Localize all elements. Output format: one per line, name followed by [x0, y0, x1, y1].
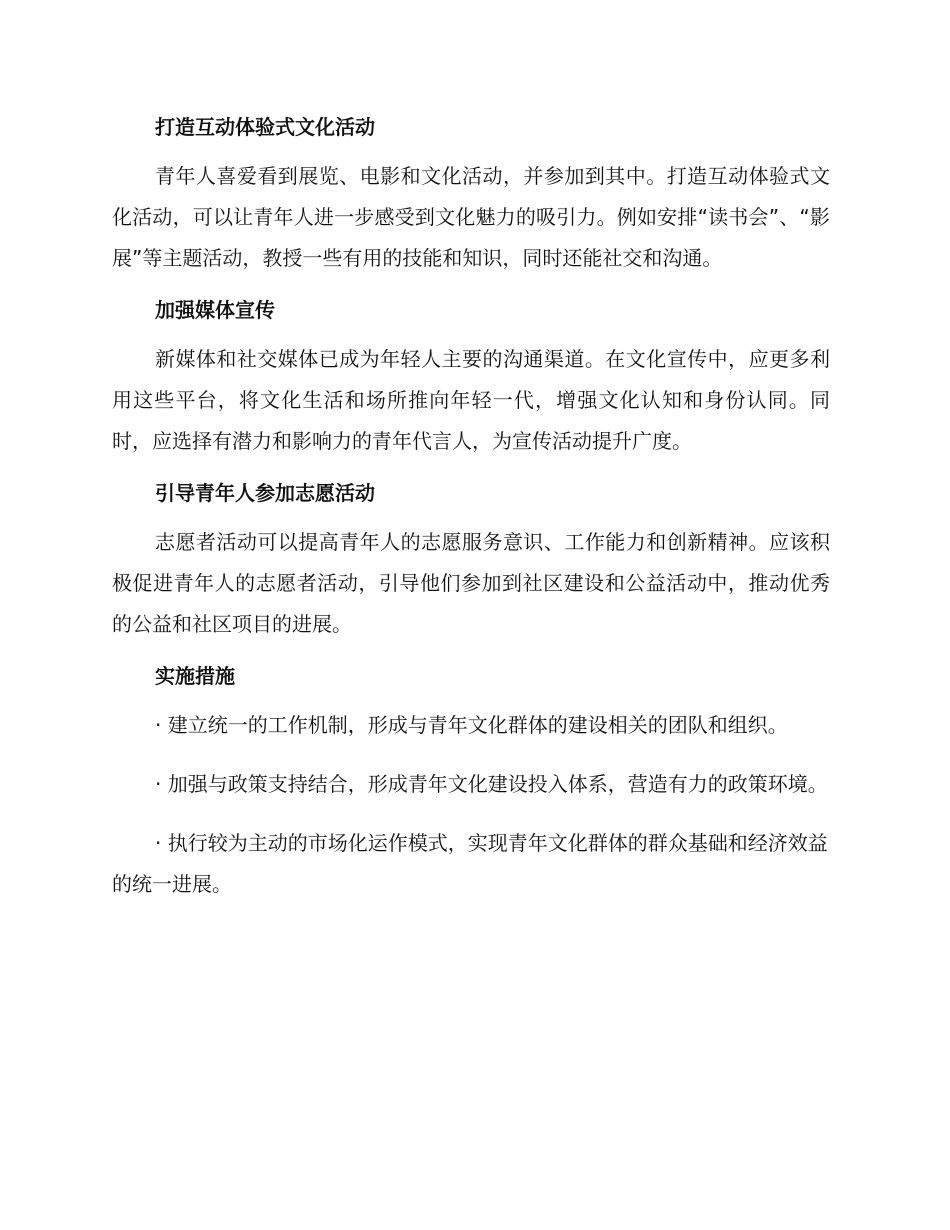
measure-item: · 建立统一的工作机制，形成与青年文化群体的建设相关的团队和组织。 [155, 713, 788, 737]
document-page [112, 108, 830, 923]
section-paragraph: 志愿者活动可以提高青年人的志愿服务意识、工作能力和创新精神。应该积极促进青年人的志愿者活动，引导他们参加到社区建设和公益活动中，推动优秀的公益和社区项目的进展。 [112, 530, 830, 636]
section-paragraph: 青年人喜爱看到展览、电影和文化活动，并参加到其中。打造互动体验式文化活动，可以让青年人进一步感受到文化魅力的吸引力。例如安排“读书会”、“影展”等主题活动，教授一些有用的技能和知识，同时还能社交和沟通。 [112, 164, 830, 270]
section-heading: 打造互动体验式文化活动 [155, 115, 375, 139]
section-paragraph: 新媒体和社交媒体已成为年轻人主要的沟通渠道。在文化宣传中，应更多利用这些平台，将文化生活和场所推向年轻一代，增强文化认知和身份认同。同时，应选择有潜力和影响力的青年代言人，为宣传活动提升广度。 [112, 347, 830, 453]
section-heading: 加强媒体宣传 [155, 298, 275, 322]
measures-heading: 实施措施 [155, 664, 235, 688]
measure-item: · 执行较为主动的市场化运作模式，实现青年文化群体的群众基础和经济效益的统一进展。 [112, 831, 828, 896]
section-heading: 引导青年人参加志愿活动 [155, 481, 375, 505]
measure-item: · 加强与政策支持结合，形成青年文化建设投入体系，营造有力的政策环境。 [155, 772, 828, 796]
